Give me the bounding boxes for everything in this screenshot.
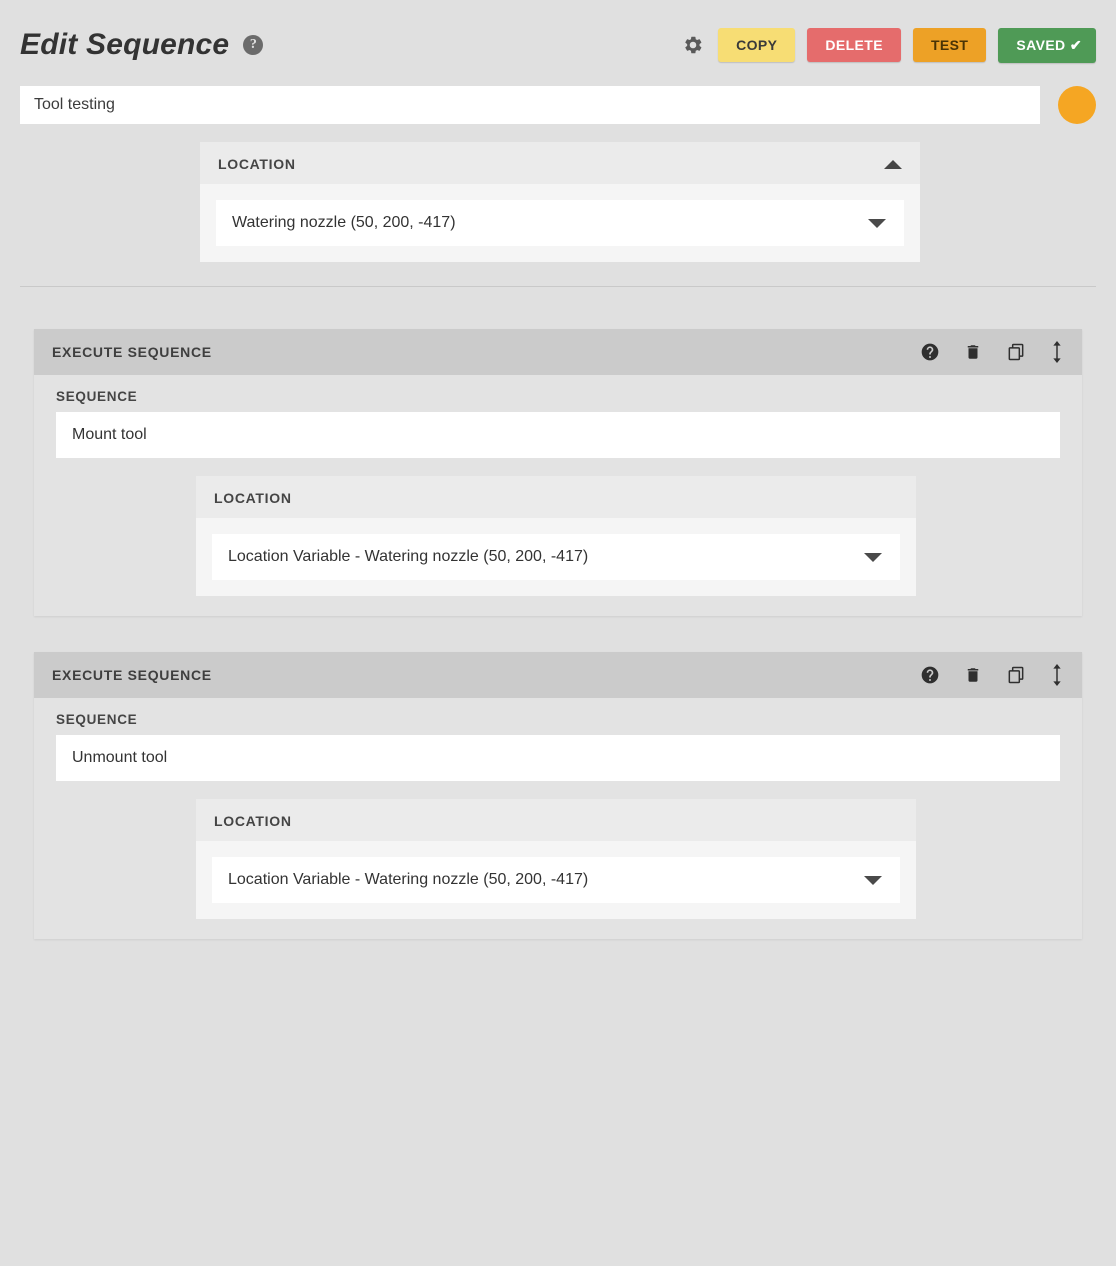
location-panel-header: [200, 142, 920, 184]
trash-icon[interactable]: [964, 342, 982, 362]
nested-location-section: [196, 799, 916, 919]
page-title: Edit Sequence: [20, 28, 230, 61]
step-header-icons: [920, 664, 1064, 686]
section-divider: [20, 286, 1096, 287]
step-title: EXECUTE SEQUENCE: [52, 667, 212, 683]
nested-location-section: [196, 476, 916, 596]
help-icon[interactable]: [920, 665, 940, 685]
location-panel-body: [196, 518, 916, 596]
step-body: [34, 375, 1082, 616]
sequence-name-row: [0, 86, 1116, 124]
step-list: [0, 329, 1116, 939]
location-panel-title: LOCATION: [218, 156, 296, 172]
sequence-select[interactable]: [56, 735, 1060, 781]
sequence-field-label: SEQUENCE: [56, 389, 138, 404]
location-panel-title: LOCATION: [214, 490, 292, 506]
location-panel-body: [200, 184, 920, 262]
location-panel-header: [196, 799, 916, 841]
gear-icon[interactable]: [682, 34, 706, 56]
location-select-value: Location Variable - Watering nozzle (50, 200, -417): [228, 548, 589, 565]
chevron-down-icon: [868, 219, 886, 228]
step-header: [34, 652, 1082, 698]
header-actions: [682, 28, 1096, 63]
step-title: EXECUTE SEQUENCE: [52, 344, 212, 360]
chevron-up-icon[interactable]: [884, 160, 902, 169]
chevron-down-icon: [864, 876, 882, 885]
question-mark-icon[interactable]: ?: [243, 35, 263, 55]
location-select[interactable]: [212, 534, 900, 580]
location-panel-body: [196, 841, 916, 919]
copy-icon[interactable]: [1006, 342, 1026, 362]
top-location-section: [4, 124, 1116, 262]
location-panel-title: LOCATION: [214, 813, 292, 829]
sequence-select-value: Mount tool: [72, 426, 147, 443]
location-select[interactable]: [216, 200, 904, 246]
location-select-value: Watering nozzle (50, 200, -417): [232, 214, 456, 231]
saved-button[interactable]: SAVED ✔: [998, 28, 1096, 63]
sequence-select-value: Unmount tool: [72, 749, 168, 766]
sequence-field-label: SEQUENCE: [56, 712, 138, 727]
copy-icon[interactable]: [1006, 665, 1026, 685]
step-header: [34, 329, 1082, 375]
location-panel: [200, 142, 920, 262]
chevron-down-icon: [864, 553, 882, 562]
step-body: [34, 698, 1082, 939]
sequence-select[interactable]: [56, 412, 1060, 458]
location-panel: [196, 476, 916, 596]
location-select[interactable]: [212, 857, 900, 903]
copy-button[interactable]: COPY: [718, 28, 795, 62]
step-card: [34, 652, 1082, 939]
step-card: [34, 329, 1082, 616]
sequence-name-input[interactable]: [20, 86, 1040, 124]
drag-handle-icon[interactable]: [1050, 664, 1064, 686]
location-select-value: Location Variable - Watering nozzle (50, 200, -417): [228, 871, 589, 888]
trash-icon[interactable]: [964, 665, 982, 685]
step-header-icons: [920, 341, 1064, 363]
delete-button[interactable]: DELETE: [807, 28, 901, 62]
test-button[interactable]: TEST: [913, 28, 986, 62]
page-header: [0, 0, 1116, 78]
location-panel-header: [196, 476, 916, 518]
title-group: [20, 28, 263, 62]
drag-handle-icon[interactable]: [1050, 341, 1064, 363]
help-icon[interactable]: [920, 342, 940, 362]
sequence-color-picker[interactable]: [1058, 86, 1096, 124]
location-panel: [196, 799, 916, 919]
